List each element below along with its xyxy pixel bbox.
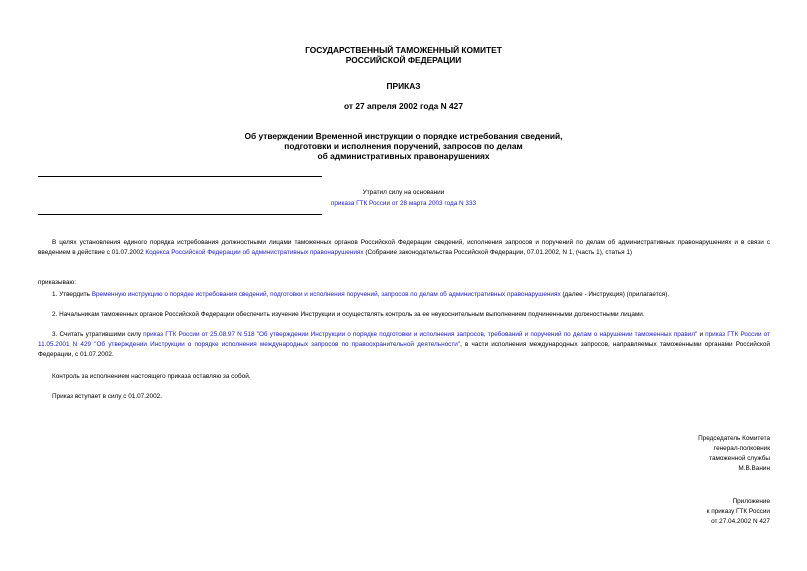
appendix-block	[707, 497, 770, 527]
status-link[interactable]: приказа ГТК России от 28 марта 2003 года N 333	[330, 200, 477, 207]
item-3-prefix: 3. Считать утратившими силу	[52, 331, 144, 338]
order-518-link[interactable]: приказ ГТК России от 25.08.97 N 518 "Об утверждении Инструкции о порядке подготовки и исполнения запросов, требований и поручений по делам о нарушении таможенных правил"	[143, 331, 698, 338]
effective-paragraph: Приказ вступает в силу с 01.07.2002.	[52, 393, 162, 400]
instruction-link[interactable]: Временную инструкцию о порядке истребования сведений, подготовки и исполнения поручений, запросов по делам об административных правонарушениях	[91, 291, 561, 298]
orders-word: приказываю:	[38, 279, 76, 286]
title-line-3: об административных правонарушениях	[317, 151, 490, 161]
item-3	[38, 330, 770, 360]
signature-line-3: таможенной службы	[709, 455, 770, 462]
item-3-mid: и	[697, 331, 706, 338]
item-1-prefix: 1. Утвердить	[52, 291, 92, 298]
appendix-line-1: Приложение	[732, 498, 770, 505]
agency-line-2: РОССИЙСКОЙ ФЕДЕРАЦИИ	[345, 55, 462, 65]
doc-title	[0, 131, 807, 161]
intro-text: В целях установления единого порядка истребования должностными лицами таможенных органов Российской Федерации сведений, исполнения запросов и поручений по делам об административных правонарушениях и в связи с введением в действие с 01.07.2002	[38, 239, 770, 256]
code-link[interactable]: Кодекса Российской Федерации об административных правонарушениях	[145, 249, 364, 256]
order-429-link[interactable]: приказ ГТК России от 11.05.2001 N 429 "Об утверждении Инструкции о порядке исполнения международных запросов по правоохранительной деятельности"	[38, 331, 770, 348]
status-note: Утратил силу на основании	[362, 189, 445, 196]
signature-name: М.В.Ванин	[738, 465, 770, 472]
signature-block	[698, 434, 770, 474]
appendix-line-2: к приказу ГТК России	[706, 508, 770, 515]
signature-line-2: генерал-полковник	[713, 445, 770, 452]
divider-top	[38, 176, 322, 177]
item-2: 2. Начальникам таможенных органов Российской Федерации обеспечить изучение Инструкции и осуществлять контроль за ее неукоснительным выполнением подчиненными должностными лицами.	[52, 311, 645, 318]
intro-text-end: (Собрание законодательства Российской Федерации, 07.01.2002, N 1, (часть 1), статья 1)	[363, 249, 633, 256]
item-1-suffix: (далее - Инструкция) (прилагается).	[560, 291, 670, 298]
item-3-suffix: , в части исполнения международных запросов, направляемых таможенными органами Российской Федерации, с 01.07.2002.	[38, 341, 770, 358]
agency-name	[0, 45, 807, 65]
doc-type: ПРИКАЗ	[386, 81, 421, 91]
signature-line-1: Председатель Комитета	[698, 435, 770, 442]
control-paragraph: Контроль за исполнением настоящего приказа оставляю за собой.	[52, 373, 251, 380]
title-line-2: подготовки и исполнения поручений, запросов по делам	[284, 141, 523, 151]
title-line-1: Об утверждении Временной инструкции о порядке истребования сведений,	[244, 131, 563, 141]
appendix-line-3: от 27.04.2002 N 427	[711, 518, 770, 525]
item-1	[38, 290, 770, 300]
divider-bottom	[38, 214, 322, 215]
intro-paragraph	[38, 238, 770, 258]
date-number: от 27 апреля 2002 года N 427	[344, 101, 463, 111]
agency-line-1: ГОСУДАРСТВЕННЫЙ ТАМОЖЕННЫЙ КОМИТЕТ	[305, 45, 502, 55]
